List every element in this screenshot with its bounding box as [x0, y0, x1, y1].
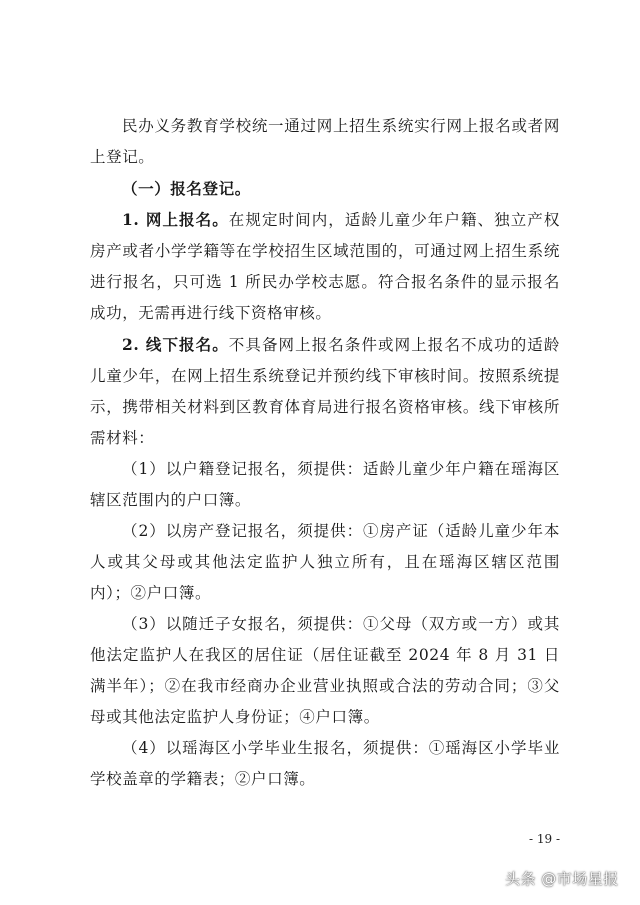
- paragraph-item-2-text: （2）以房产登记报名，须提供：①房产证（适龄儿童少年本人或其父母或其他法定监护人独立所有，且在瑶海区辖区范围内）；②户口簿。: [90, 522, 560, 602]
- section-heading-text: （一）报名登记。: [122, 179, 251, 198]
- paragraph-item-3-text: （3）以随迁子女报名，须提供：①父母（双方或一方）或其他法定监护人在我区的居住证（居住证截至 2024 年 8 月 31 日满半年）；②在我市经商办企业营业执照或合法的劳动合同；③父母或其他法定监护人身份证；④户口簿。: [90, 615, 560, 726]
- paragraph-item-1: [90, 454, 560, 516]
- document-body: [90, 111, 560, 795]
- paragraph-offline-registration: [90, 329, 560, 454]
- source-watermark: 头条 @市场星报: [505, 870, 619, 888]
- paragraph-online-registration-lead: 1. 网上报名。: [122, 210, 229, 229]
- page-number: - 19 -: [528, 832, 560, 846]
- paragraph-online-registration: [90, 204, 560, 329]
- paragraph-offline-registration-lead: 2. 线下报名。: [122, 335, 229, 354]
- paragraph-item-2: [90, 516, 560, 609]
- paragraph-intro: [90, 111, 560, 173]
- paragraph-offline-registration-text: 不具备网上报名条件或网上报名不成功的适龄儿童少年，在网上招生系统登记并预约线下审核时间。按照系统提示，携带相关材料到区教育体育局进行报名资格审核。线下审核所需材料：: [90, 336, 560, 447]
- paragraph-item-1-text: （1）以户籍登记报名，须提供：适龄儿童少年户籍在瑶海区辖区范围内的户口簿。: [90, 460, 560, 509]
- paragraph-item-4: [90, 733, 560, 795]
- section-heading: [90, 173, 560, 204]
- paragraph-item-3: [90, 609, 560, 733]
- paragraph-intro-text: 民办义务教育学校统一通过网上招生系统实行网上报名或者网上登记。: [90, 117, 560, 166]
- paragraph-item-4-text: （4）以瑶海区小学毕业生报名，须提供：①瑶海区小学毕业学校盖章的学籍表；②户口簿。: [90, 739, 560, 788]
- paragraph-online-registration-text: 在规定时间内，适龄儿童少年户籍、独立产权房产或者小学学籍等在学校招生区域范围的，可通过网上招生系统进行报名，只可选 1 所民办学校志愿。符合报名条件的显示报名成功，无需再进行线下资格审核。: [90, 211, 560, 322]
